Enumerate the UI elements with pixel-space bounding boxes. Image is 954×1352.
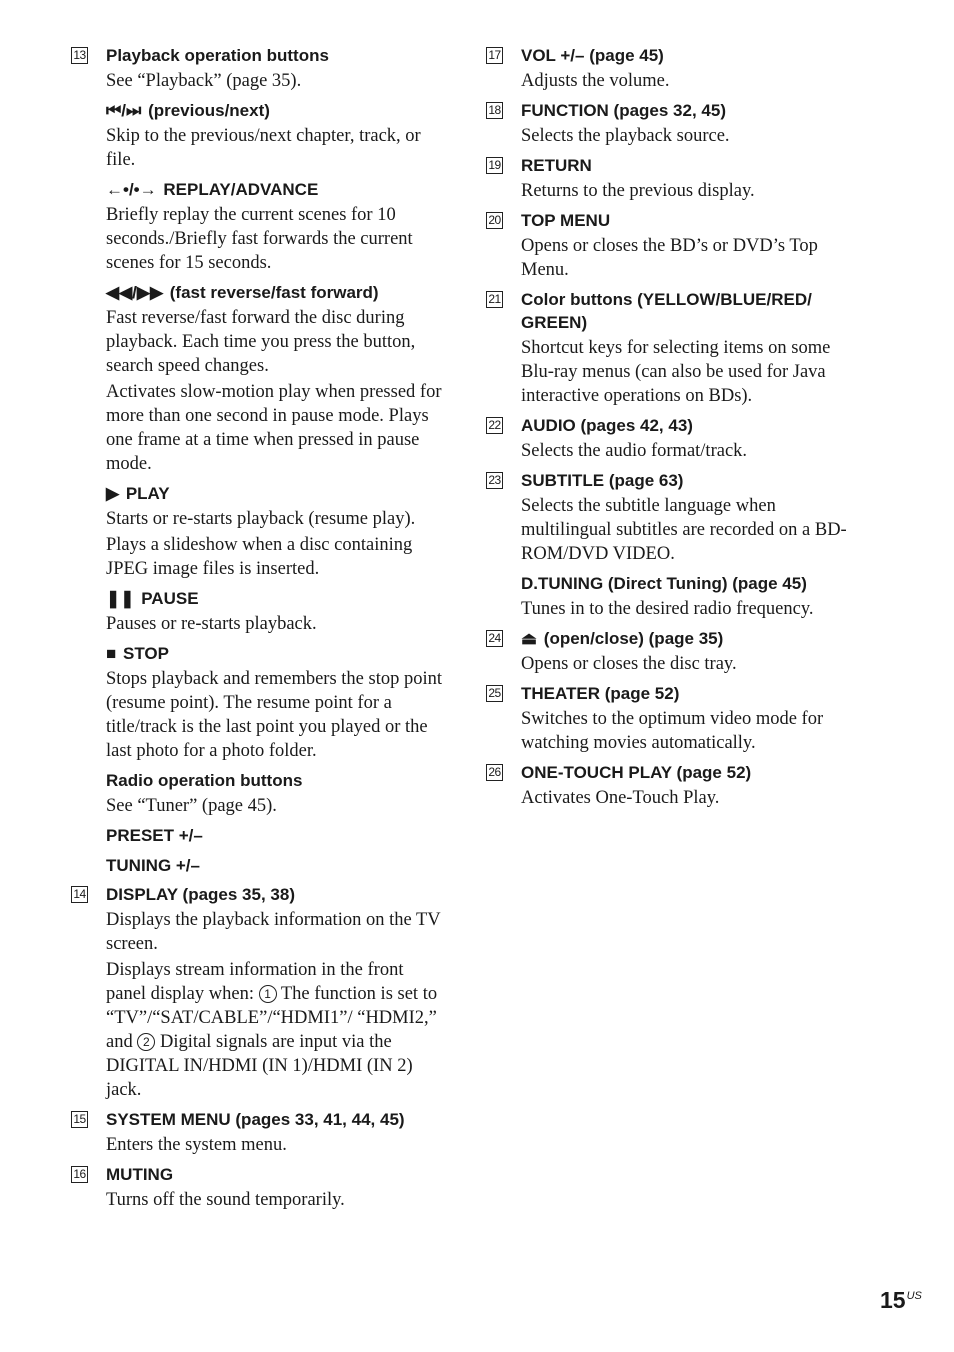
entry-24: [485, 627, 865, 676]
subentry-stop-title: ■ STOP: [106, 644, 169, 663]
entry-desc: Selects the subtitle language when multilingual subtitles are recorded on a BD-ROM/DVD VIDEO.: [521, 496, 847, 564]
pause-icon: ❚❚: [106, 589, 135, 608]
subentry-desc: Tunes in to the desired radio frequency.: [521, 599, 814, 619]
item-number: 23: [486, 472, 503, 489]
entry-title: Playback operation buttons: [106, 46, 329, 65]
previous-next-icon: ⏮/⏭: [106, 101, 142, 120]
entry-15: [70, 1108, 445, 1157]
entry-desc: Selects the audio format/track.: [521, 441, 748, 461]
item-number: 13: [71, 47, 88, 64]
page-number: $15^{US}$: [880, 1287, 922, 1313]
entry-17: [485, 44, 865, 93]
entry-title: AUDIO (pages 42, 43): [521, 416, 693, 435]
item-number: 19: [486, 157, 503, 174]
item-number: 16: [71, 1166, 88, 1183]
entry-title: DISPLAY (pages 35, 38): [106, 885, 295, 904]
entry-title: TOP MENU: [521, 211, 611, 230]
entry-14: [70, 883, 445, 1102]
entry-desc: Displays the playback information on the TV screen.: [106, 910, 441, 954]
fast-reverse-forward-icon: ◀◀/▶▶: [106, 283, 164, 302]
entry-title: RETURN: [521, 156, 592, 175]
replay-advance-icon: ←•/•→: [106, 180, 157, 199]
entry-13: [70, 44, 445, 877]
item-number: 14: [71, 886, 88, 903]
entry-title: Color buttons (YELLOW/BLUE/RED/ GREEN): [521, 290, 812, 332]
entry-title: VOL +/– (page 45): [521, 46, 664, 65]
right-column: [485, 44, 865, 810]
subentry-dtuning-title: D.TUNING (Direct Tuning) (page 45): [521, 574, 807, 593]
entry-23: [485, 469, 865, 621]
entry-title: SYSTEM MENU (pages 33, 41, 44, 45): [106, 1110, 405, 1129]
entry-18: [485, 99, 865, 148]
subentry-play-title: ▶ PLAY: [106, 484, 170, 503]
radio-buttons-title: Radio operation buttons: [106, 771, 303, 790]
entry-21: [485, 288, 865, 408]
entry-desc: Shortcut keys for selecting items on some Blu-ray menus (can also be used for Java interactive operations on BDs).: [521, 338, 831, 406]
item-number: 18: [486, 102, 503, 119]
entry-desc: Selects the playback source.: [521, 126, 730, 146]
item-number: 25: [486, 685, 503, 702]
entry-title: FUNCTION (pages 32, 45): [521, 101, 726, 120]
tuning-title: TUNING +/–: [106, 856, 200, 875]
entry-desc: See “Playback” (page 35).: [106, 71, 302, 91]
entry-title: ONE-TOUCH PLAY (page 52): [521, 763, 752, 782]
subentry-desc: Starts or re-starts playback (resume play).: [106, 509, 416, 529]
entry-desc: Opens or closes the BD’s or DVD’s Top Menu.: [521, 236, 818, 280]
entry-20: [485, 209, 865, 282]
item-number: 24: [486, 630, 503, 647]
entry-desc: Adjusts the volume.: [521, 71, 670, 91]
entry-desc: Turns off the sound temporarily.: [106, 1190, 345, 1210]
item-number: 15: [71, 1111, 88, 1128]
play-icon: ▶: [106, 484, 120, 503]
preset-title: PRESET +/–: [106, 826, 203, 845]
stop-icon: ■: [106, 644, 117, 663]
subentry-desc: Plays a slideshow when a disc containing JPEG image files is inserted.: [106, 535, 413, 579]
item-number: 21: [486, 291, 503, 308]
entry-25: [485, 682, 865, 755]
entry-16: [70, 1163, 445, 1212]
subentry-replay-title: ←•/•→ REPLAY/ADVANCE: [106, 180, 319, 199]
entry-desc: Returns to the previous display.: [521, 181, 755, 201]
page-suffix: US: [906, 1290, 922, 1302]
entry-22: [485, 414, 865, 463]
entry-26: [485, 761, 865, 810]
circled-number-icon: 2: [137, 1033, 155, 1051]
eject-icon: ⏏: [521, 629, 538, 648]
item-number: 17: [486, 47, 503, 64]
subentry-prev-next-title: ⏮/⏭ (previous/next): [106, 101, 270, 120]
circled-number-icon: 1: [259, 985, 277, 1003]
entry-desc: Displays stream information in the front panel display when: 1 The function is set to “TV”/“SAT/CABLE”/“HDMI1”/ “HDMI2,” and 2 Digital signals are input via the DIGITAL IN/HDMI (IN 1)/HDMI (IN 2) jack.: [106, 960, 438, 1100]
entry-title: SUBTITLE (page 63): [521, 471, 684, 490]
subentry-desc: Fast reverse/fast forward the disc during playback. Each time you press the button, search speed changes.: [106, 308, 416, 376]
left-column: [70, 44, 445, 1212]
subentry-pause-title: ❚❚ PAUSE: [106, 589, 199, 608]
subentry-desc: Activates slow-motion play when pressed for more than one second in pause mode. Plays one frame at a time when pressed in pause mode.: [106, 382, 442, 474]
entry-title: MUTING: [106, 1165, 174, 1184]
entry-title: ⏏ (open/close) (page 35): [521, 629, 724, 648]
entry-desc: Switches to the optimum video mode for watching movies automatically.: [521, 709, 824, 753]
entry-title: THEATER (page 52): [521, 684, 680, 703]
entry-desc: Enters the system menu.: [106, 1135, 287, 1155]
subentry-desc: Stops playback and remembers the stop point (resume point). The resume point for a title/track is the last point you played or the last photo for a photo folder.: [106, 669, 443, 761]
subentry-fast-title: ◀◀/▶▶ (fast reverse/fast forward): [106, 283, 379, 302]
entry-desc: Activates One-Touch Play.: [521, 788, 720, 808]
subentry-desc: Skip to the previous/next chapter, track, or file.: [106, 126, 421, 170]
item-number: 26: [486, 764, 503, 781]
item-number: 22: [486, 417, 503, 434]
item-number: 20: [486, 212, 503, 229]
subentry-desc: Pauses or re-starts playback.: [106, 614, 317, 634]
subentry-desc: Briefly replay the current scenes for 10 seconds./Briefly fast forwards the current scenes for 15 seconds.: [106, 205, 413, 273]
entry-desc: Opens or closes the disc tray.: [521, 654, 737, 674]
entry-19: [485, 154, 865, 203]
subentry-desc: See “Tuner” (page 45).: [106, 796, 277, 816]
